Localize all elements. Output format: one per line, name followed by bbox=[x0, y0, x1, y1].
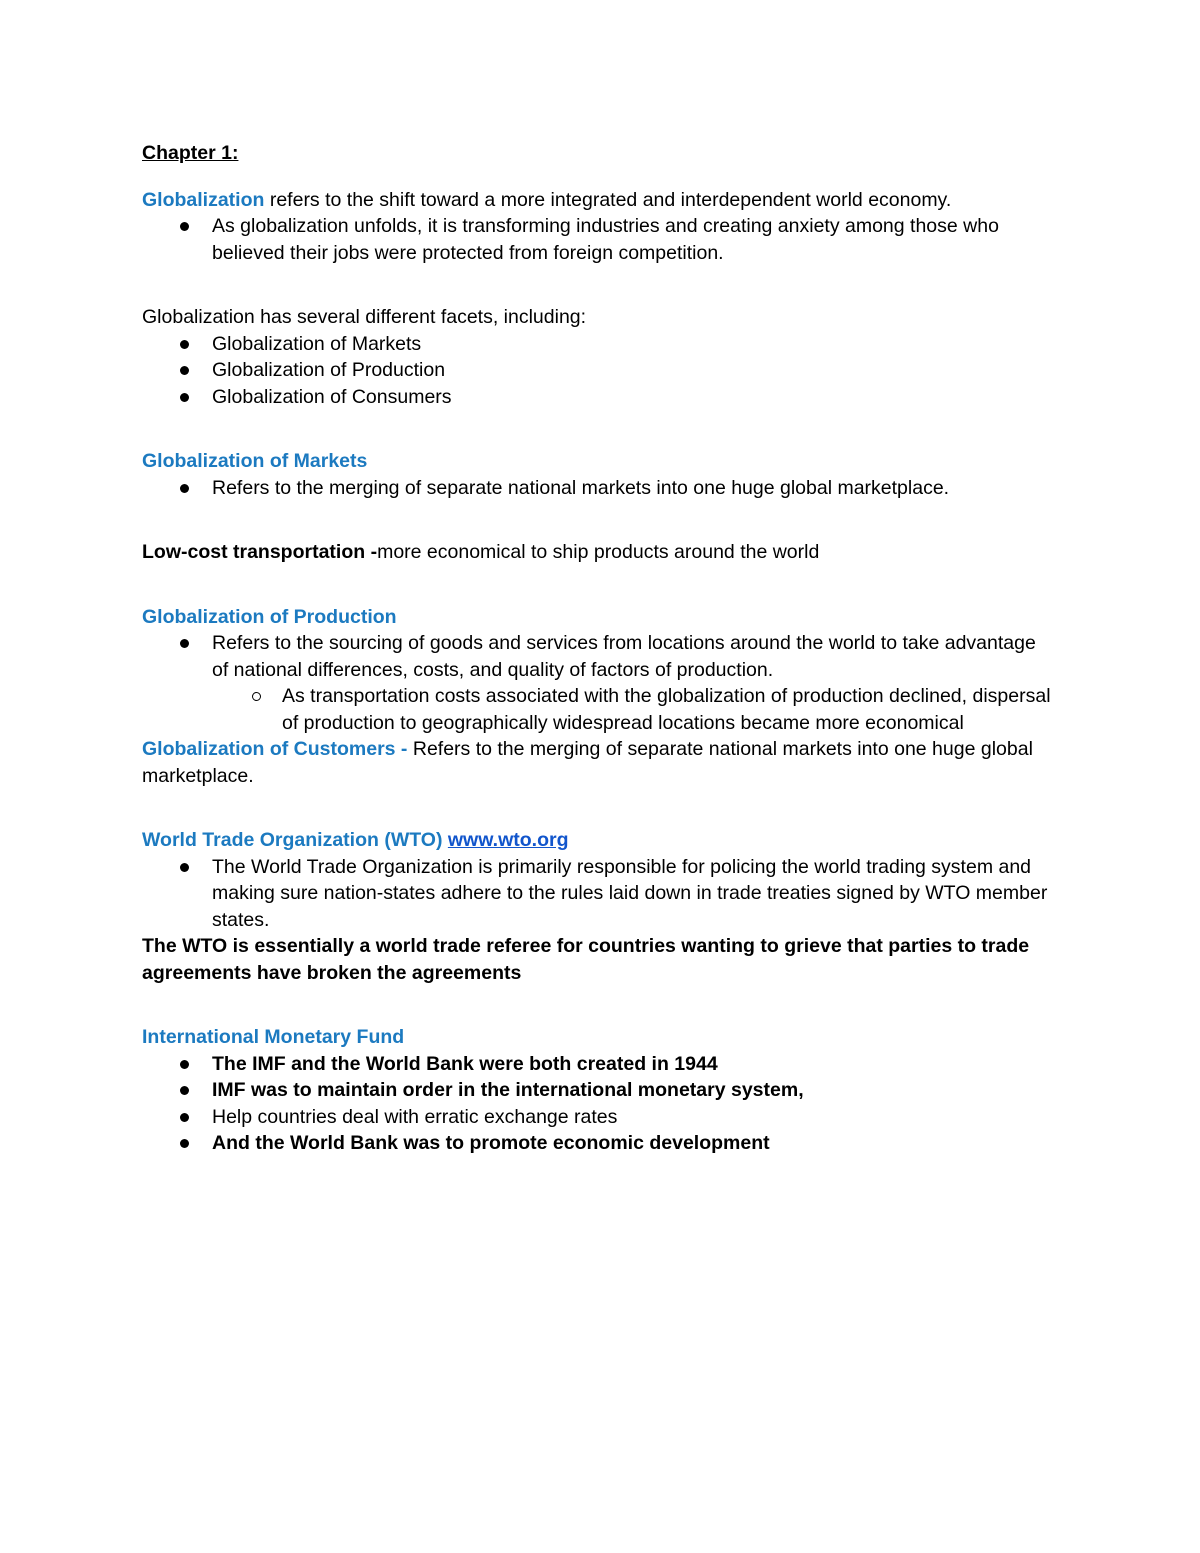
list-item: Refers to the merging of separate national markets into one huge global marketplace. bbox=[142, 475, 1052, 502]
list-item: Globalization of Production bbox=[142, 357, 1052, 384]
facets-list bbox=[142, 331, 1052, 411]
globalization-term: Globalization bbox=[142, 188, 265, 211]
wto-statement: The WTO is essentially a world trade referee for countries wanting to grieve that parties to trade agreements have broken the agreements bbox=[142, 935, 1030, 984]
list-item: The IMF and the World Bank were both created in 1944 bbox=[142, 1051, 1052, 1078]
wto-link[interactable]: www.wto.org bbox=[447, 829, 569, 851]
list-item: IMF was to maintain order in the international monetary system, bbox=[142, 1077, 1052, 1104]
globalization-bullets bbox=[142, 213, 1052, 266]
document-page bbox=[142, 140, 1052, 1157]
transport-term: Low-cost transportation - bbox=[142, 541, 378, 563]
list-item bbox=[142, 630, 1052, 736]
customers-term: Globalization of Customers - bbox=[142, 738, 408, 760]
markets-heading: Globalization of Markets bbox=[142, 450, 368, 472]
production-sub-bullets bbox=[212, 683, 1052, 736]
facets-heading: Globalization has several different facets, including: bbox=[142, 306, 587, 328]
customers-text: Refers to the merging of separate national markets into one huge global marketplace. bbox=[142, 738, 1033, 787]
list-item: As transportation costs associated with the globalization of production declined, dispersal of production to geographically widespread locations became more economical bbox=[212, 683, 1052, 736]
transport-line bbox=[142, 539, 1052, 566]
production-bullet-text: Refers to the sourcing of goods and services from locations around the world to take advantage of national differences, costs, and quality of factors of production. bbox=[212, 632, 1036, 681]
wto-heading bbox=[142, 827, 1052, 854]
wto-title: World Trade Organization (WTO) bbox=[142, 829, 443, 851]
list-item: Globalization of Consumers bbox=[142, 384, 1052, 411]
transport-text: more economical to ship products around the world bbox=[377, 541, 820, 563]
markets-bullets bbox=[142, 475, 1052, 502]
imf-bullets bbox=[142, 1051, 1052, 1157]
list-item: Globalization of Markets bbox=[142, 331, 1052, 358]
chapter-title: Chapter 1: bbox=[142, 142, 239, 164]
globalization-definition-text: refers to the shift toward a more integrated and interdependent world economy. bbox=[264, 188, 952, 211]
imf-heading: International Monetary Fund bbox=[142, 1026, 405, 1048]
list-item: The World Trade Organization is primarily responsible for policing the world trading system and making sure nation-states adhere to the rules laid down in trade treaties signed by WTO member states. bbox=[142, 854, 1052, 934]
wto-bullets bbox=[142, 854, 1052, 934]
list-item: And the World Bank was to promote economic development bbox=[142, 1130, 1052, 1157]
production-bullets bbox=[142, 630, 1052, 736]
customers-line bbox=[142, 736, 1052, 789]
list-item: Help countries deal with erratic exchange rates bbox=[142, 1104, 1052, 1131]
globalization-definition bbox=[142, 187, 1052, 214]
list-item: As globalization unfolds, it is transforming industries and creating anxiety among those who believed their jobs were protected from foreign competition. bbox=[142, 213, 1052, 266]
production-heading: Globalization of Production bbox=[142, 605, 397, 628]
